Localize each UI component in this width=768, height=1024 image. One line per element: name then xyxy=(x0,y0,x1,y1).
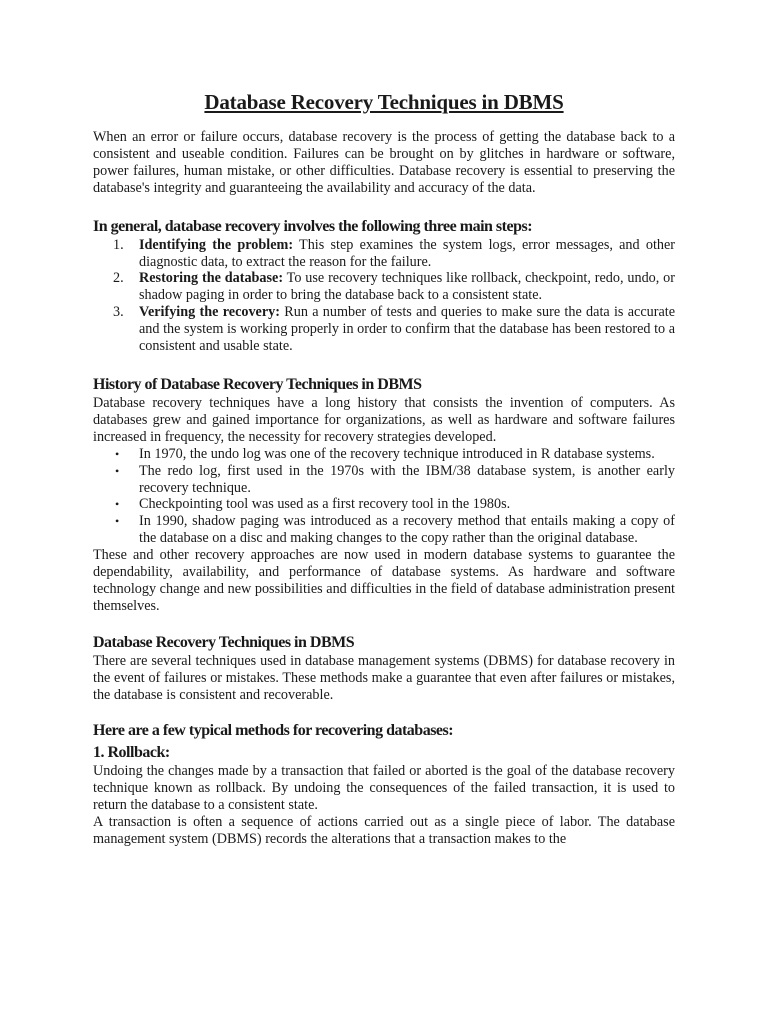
step-item xyxy=(93,237,675,271)
history-item xyxy=(93,446,675,463)
history-outro: These and other recovery approaches are now used in modern database systems to guarantee the dependability, availability, and performance of database systems. As hardware and software technology change and new possibilities and difficulties in the field of database administration present themselves. xyxy=(93,547,675,614)
rollback-heading: 1. Rollback: xyxy=(93,744,170,762)
step-number: 3. xyxy=(113,304,124,321)
steps-heading: In general, database recovery involves the following three main steps: xyxy=(93,217,533,235)
bullet-icon: • xyxy=(115,514,120,529)
history-item-text: In 1990, shadow paging was introduced as a recovery method that entails making a copy of the database on a disc and making changes to the copy rather than the original database. xyxy=(139,513,675,547)
history-item xyxy=(93,513,675,547)
step-number: 2. xyxy=(113,270,124,287)
step-number: 1. xyxy=(113,236,124,253)
bullet-icon: • xyxy=(115,446,120,461)
step-item xyxy=(93,270,675,304)
document-body xyxy=(93,129,675,848)
step-text: To use recovery techniques like rollback, checkpoint, redo, undo, or shadow paging in order to bring the database back to a consistent state. xyxy=(139,270,675,304)
step-term: Identifying the problem: xyxy=(139,236,294,253)
step-term: Restoring the database: xyxy=(139,270,284,287)
step-text: Run a number of tests and queries to make sure the data is accurate and the system is working properly in order to confirm that the database has been restored to a consistent and usable state. xyxy=(139,304,675,355)
rollback-paragraph: Undoing the changes made by a transaction that failed or aborted is the goal of the database recovery technique known as rollback. By undoing the consequences of the failed transaction, it is used to return the database to a consistent state. xyxy=(93,763,675,814)
history-item xyxy=(93,496,675,513)
techniques-paragraph: There are several techniques used in database management systems (DBMS) for database recovery in the event of failures or mistakes. These methods make a guarantee that even after failures or mistakes, the database is consistent and recoverable. xyxy=(93,652,675,703)
intro-paragraph: When an error or failure occurs, database recovery is the process of getting the database back to a consistent and useable condition. Failures can be brought on by glitches in hardware or software, power failures, human mistake, or other difficulties. Database recovery is essential to preserving the database's integrity and guaranteeing the availability and accuracy of the data. xyxy=(93,129,675,196)
step-term: Verifying the recovery: xyxy=(139,304,280,321)
bullet-icon: • xyxy=(115,497,120,512)
steps-list xyxy=(93,237,675,355)
bullet-icon: • xyxy=(115,463,120,478)
page-title: Database Recovery Techniques in DBMS xyxy=(204,90,564,114)
history-item-text: In 1970, the undo log was one of the recovery technique introduced in R database systems. xyxy=(139,445,655,462)
history-item-text: The redo log, first used in the 1970s with the IBM/38 database system, is another early recovery technique. xyxy=(139,462,675,496)
history-item xyxy=(93,463,675,497)
techniques-heading: Database Recovery Techniques in DBMS xyxy=(93,633,355,651)
history-heading: History of Database Recovery Techniques in DBMS xyxy=(93,375,422,393)
step-item xyxy=(93,304,675,355)
step-text: This step examines the system logs, error messages, and other diagnostic data, to extract the reason for the failure. xyxy=(139,236,675,270)
rollback-paragraph-2: A transaction is often a sequence of actions carried out as a single piece of labor. The database management system (DBMS) records the alterations that a transaction makes to the xyxy=(93,814,675,848)
history-list xyxy=(93,446,675,547)
history-intro: Database recovery techniques have a long history that consists the invention of computers. As databases grew and gained importance for organizations, as well as hardware and software failures increased in frequency, the necessity for recovery strategies developed. xyxy=(93,394,675,445)
methods-heading: Here are a few typical methods for recovering databases: xyxy=(93,722,454,740)
history-item-text: Checkpointing tool was used as a first recovery tool in the 1980s. xyxy=(139,496,511,513)
